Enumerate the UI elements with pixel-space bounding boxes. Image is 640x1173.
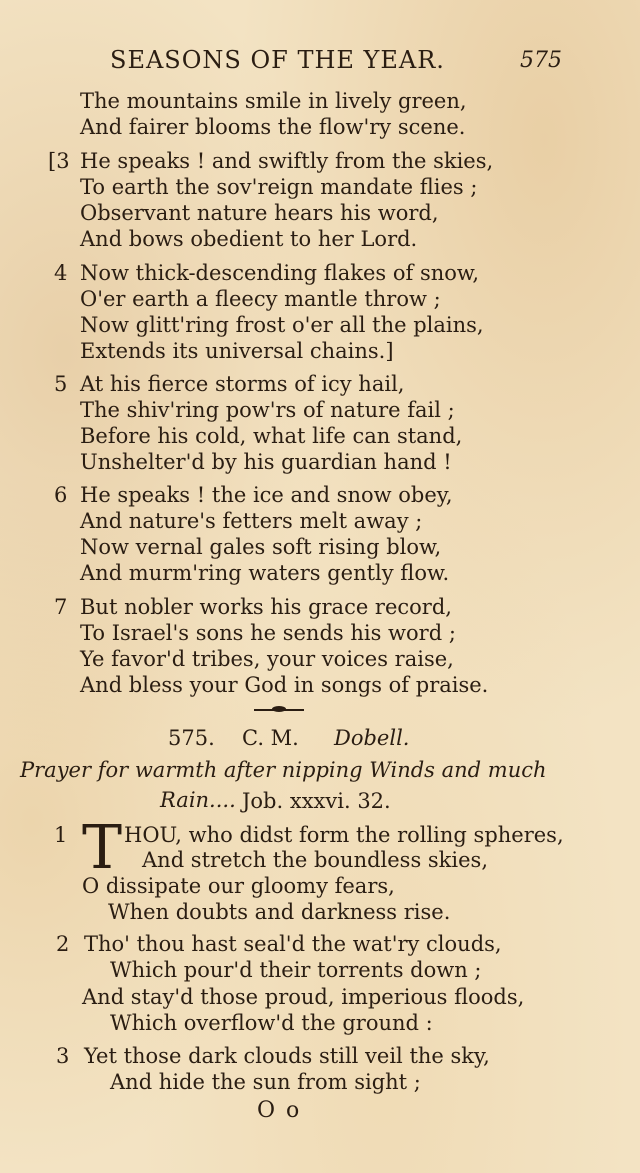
verse-line: And fairer blooms the flow'ry scene.	[80, 115, 466, 139]
verse-line: Which overflow'd the ground :	[110, 1011, 433, 1035]
verse-line: And nature's fetters melt away ;	[80, 509, 423, 533]
verse-line: To earth the sov'reign mandate flies ;	[80, 175, 478, 199]
hymn-number: 575.	[168, 726, 215, 750]
catchword: O o	[257, 1098, 302, 1123]
verse-line: The mountains smile in lively green,	[80, 89, 467, 113]
running-head: SEASONS OF THE YEAR.	[110, 46, 445, 74]
verse-line: O dissipate our gloomy fears,	[82, 874, 395, 898]
verse-line: The shiv'ring pow'rs of nature fail ;	[80, 398, 455, 422]
hymn-title-continued: Rain....	[160, 788, 236, 812]
verse-line: To Israel's sons he sends his word ;	[80, 621, 456, 645]
drop-cap: T	[82, 813, 123, 883]
verse-number: 2	[56, 932, 70, 956]
verse-line: But nobler works his grace record,	[80, 595, 452, 619]
verse-number: 4	[54, 261, 68, 285]
scripture-reference: Job. xxxvi. 32.	[242, 789, 391, 813]
hymn-author: Dobell.	[334, 726, 410, 750]
verse-line: Yet those dark clouds still veil the sky,	[84, 1044, 490, 1068]
verse-line: Which pour'd their torrents down ;	[110, 958, 482, 982]
verse-number: 5	[54, 372, 68, 396]
page-number: 575	[520, 48, 562, 73]
verse-line: O'er earth a fleecy mantle throw ;	[80, 287, 441, 311]
verse-line: HOU, who didst form the rolling spheres,	[124, 823, 564, 847]
hymn-heading	[0, 724, 640, 754]
verse-line: And bless your God in songs of praise.	[80, 673, 489, 697]
verse-line: Now thick-descending flakes of snow,	[80, 261, 480, 285]
verse-line: At his fierce storms of icy hail,	[80, 372, 405, 396]
verse-line: Now glitt'ring frost o'er all the plains,	[80, 313, 484, 337]
verse-line: And stretch the boundless skies,	[142, 848, 489, 872]
verse-number: 7	[54, 595, 68, 619]
verse-number: 1	[54, 823, 68, 847]
verse-line: And stay'd those proud, imperious floods,	[82, 985, 525, 1009]
verse-number: [3	[48, 149, 70, 173]
verse-line: And murm'ring waters gently flow.	[80, 561, 450, 585]
verse-line: Tho' thou hast seal'd the wat'ry clouds,	[84, 932, 502, 956]
verse-number: 6	[54, 483, 68, 507]
verse-line: Ye favor'd tribes, your voices raise,	[80, 647, 454, 671]
hymn-title: Prayer for warmth after nipping Winds and much	[20, 758, 547, 782]
verse-line: And hide the sun from sight ;	[110, 1070, 421, 1094]
ornamental-rule	[254, 709, 304, 711]
verse-line: When doubts and darkness rise.	[108, 900, 451, 924]
verse-number: 3	[56, 1044, 70, 1068]
verse-line: Observant nature hears his word,	[80, 201, 439, 225]
verse-line: Extends its universal chains.]	[80, 339, 394, 363]
hymn-meter: C. M.	[242, 726, 299, 750]
verse-line: He speaks ! the ice and snow obey,	[80, 483, 453, 507]
page-header	[0, 44, 640, 78]
verse-line: Now vernal gales soft rising blow,	[80, 535, 442, 559]
verse-line: And bows obedient to her Lord.	[80, 227, 418, 251]
verse-line: Unshelter'd by his guardian hand !	[80, 450, 452, 474]
verse-line: Before his cold, what life can stand,	[80, 424, 463, 448]
verse-line: He speaks ! and swiftly from the skies,	[80, 149, 494, 173]
